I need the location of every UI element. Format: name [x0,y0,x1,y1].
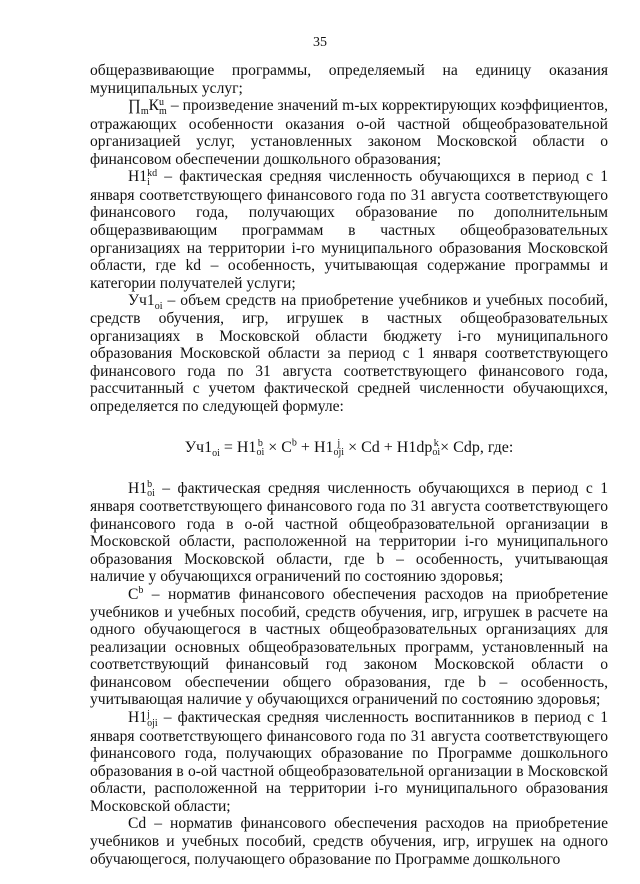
formula-times1: × C [264,438,292,456]
formula-term3: Н1dp [396,438,433,456]
formula-term3-sub: oi [432,446,441,458]
formula-term1-sup: b [257,437,263,449]
formula-times2: × Cd + [344,438,397,456]
paragraph-7-text: – фактическая средняя численность воспитанников в период с 1 января соответствующего финансового года по 31 августа соответствующего финансового года, получающих образование по Программе дошкольного образования в о-ой частной общеобразовательной организации в Московской области, расположенной на территории i-го муниципального образования Московской области; [90,709,608,815]
h1-kd-subscript: i [147,176,150,188]
uch1-symbol: Уч1 [128,292,155,310]
formula-tail: × Cdp, где: [440,438,514,456]
formula-cb-sup: b [291,437,297,449]
formula-term3-indices [432,439,440,457]
formula-term3-sup: k [433,437,439,449]
coef-superscript: u [159,96,165,108]
paragraph-6-text: – норматив финансового обеспечения расходов на приобретение учебников и учебных пособий, средств обучения, игр, игрушек в расчете на одного обучающегося в частных общеобразовательных организациях для реализации основных общеобразовательных программ, установленный на соответствующий финансовый год законом Московской области о финансовом обеспечении общего образования, где b – особенность, учитывающая наличие у обучающихся ограничений по состоянию здоровья; [90,585,608,709]
paragraph-1: общеразвивающие программы, определяемый на единицу оказания муниципальных услуг; [90,62,608,97]
cb-superscript: b [138,584,144,596]
coef-subscript: m [159,105,167,117]
h1-kd-indices [147,169,157,187]
h1b-subscript: oi [147,487,155,499]
h1j-indices [147,710,158,728]
formula [90,438,608,458]
uch1-subscript: oi [154,301,163,313]
paragraph-cb [90,586,608,709]
paragraph-2-text: – произведение значений m-ых корректирующих коэффициентов, отражающих особенности оказания о-ой частной общеобразовательной организацией услуг, установленных законом Московской области о финансовом обеспечении дошкольного образования; [90,97,608,168]
paragraph-uch1 [90,292,608,415]
formula-lhs-sub: oi [212,447,220,459]
formula-lhs: Уч1 [184,438,213,456]
paragraph-5-text: – фактическая средняя численность обучающихся в период с 1 января соответствующего финансового года по 31 августа соответствующего финансового года в о-ой частной общеобразовательной организации в Московской области, расположенной на территории i-го муниципального образования Московской области, где b – особенность, учитывающая наличие у обучающихся ограничений по состоянию здоровья; [90,479,608,586]
h1j-subscript: oji [147,717,158,729]
paragraph-cd: Cd – норматив финансового обеспечения расходов на приобретение учебников и учебных пособий, средств обучения, игр, игрушек на одного обучающегося, получающего образование по Программе дошкольного [90,815,608,868]
h1j-symbol: Н1 [128,709,148,727]
paragraph-product-coefficients [90,97,608,168]
formula-term2-sub: oji [333,446,345,458]
formula-term1-sub: oi [256,446,265,458]
formula-equals: = [219,438,237,456]
paragraph-h1-j [90,709,608,815]
page-number: 35 [313,35,327,50]
coef-symbol: К [148,97,160,115]
cb-symbol: C [128,585,139,603]
h1b-superscript: b [147,478,153,490]
document-body [90,62,608,868]
formula-term2-sup: j [337,437,341,449]
paragraph-3-text: – фактическая средняя численность обучающихся в период с 1 января соответствующего финансового года по 31 августа соответствующего финансового года, получающих образование по дополнительным общеразвивающим программам в частных общеобразовательных организациях на территории i-го муниципального образования Московской области, где kd – особенность, учитывающая содержание программы и категории получателей услуги; [90,168,608,292]
product-subscript: m [140,106,149,118]
paragraph-h1-kd [90,168,608,292]
paragraph-h1-b [90,480,608,586]
formula-term2: Н1 [313,438,334,456]
formula-term2-indices [334,439,345,457]
formula-plus1: + [296,438,314,456]
h1-kd-superscript: kd [147,167,158,179]
paragraph-4-text: – объем средств на приобретение учебников и учебных пособий, средств обучения, игр, игрушек в частных общеобразовательных организациях в Московской области бюджету i-го муниципального образования Московской области за период с 1 января соответствующего финансового года по 31 августа соответствующего финансового года, рассчитанный с учетом фактической средней численности обучающихся, определяется по следующей формуле: [90,292,608,415]
product-symbol: ∏ [128,97,141,115]
formula-term1: Н1 [236,438,257,456]
h1b-symbol: Н1 [128,479,148,497]
h1-symbol: Н1 [128,168,148,186]
h1j-superscript: j [147,708,150,720]
h1b-indices [147,480,155,498]
coef-indices [159,98,167,116]
